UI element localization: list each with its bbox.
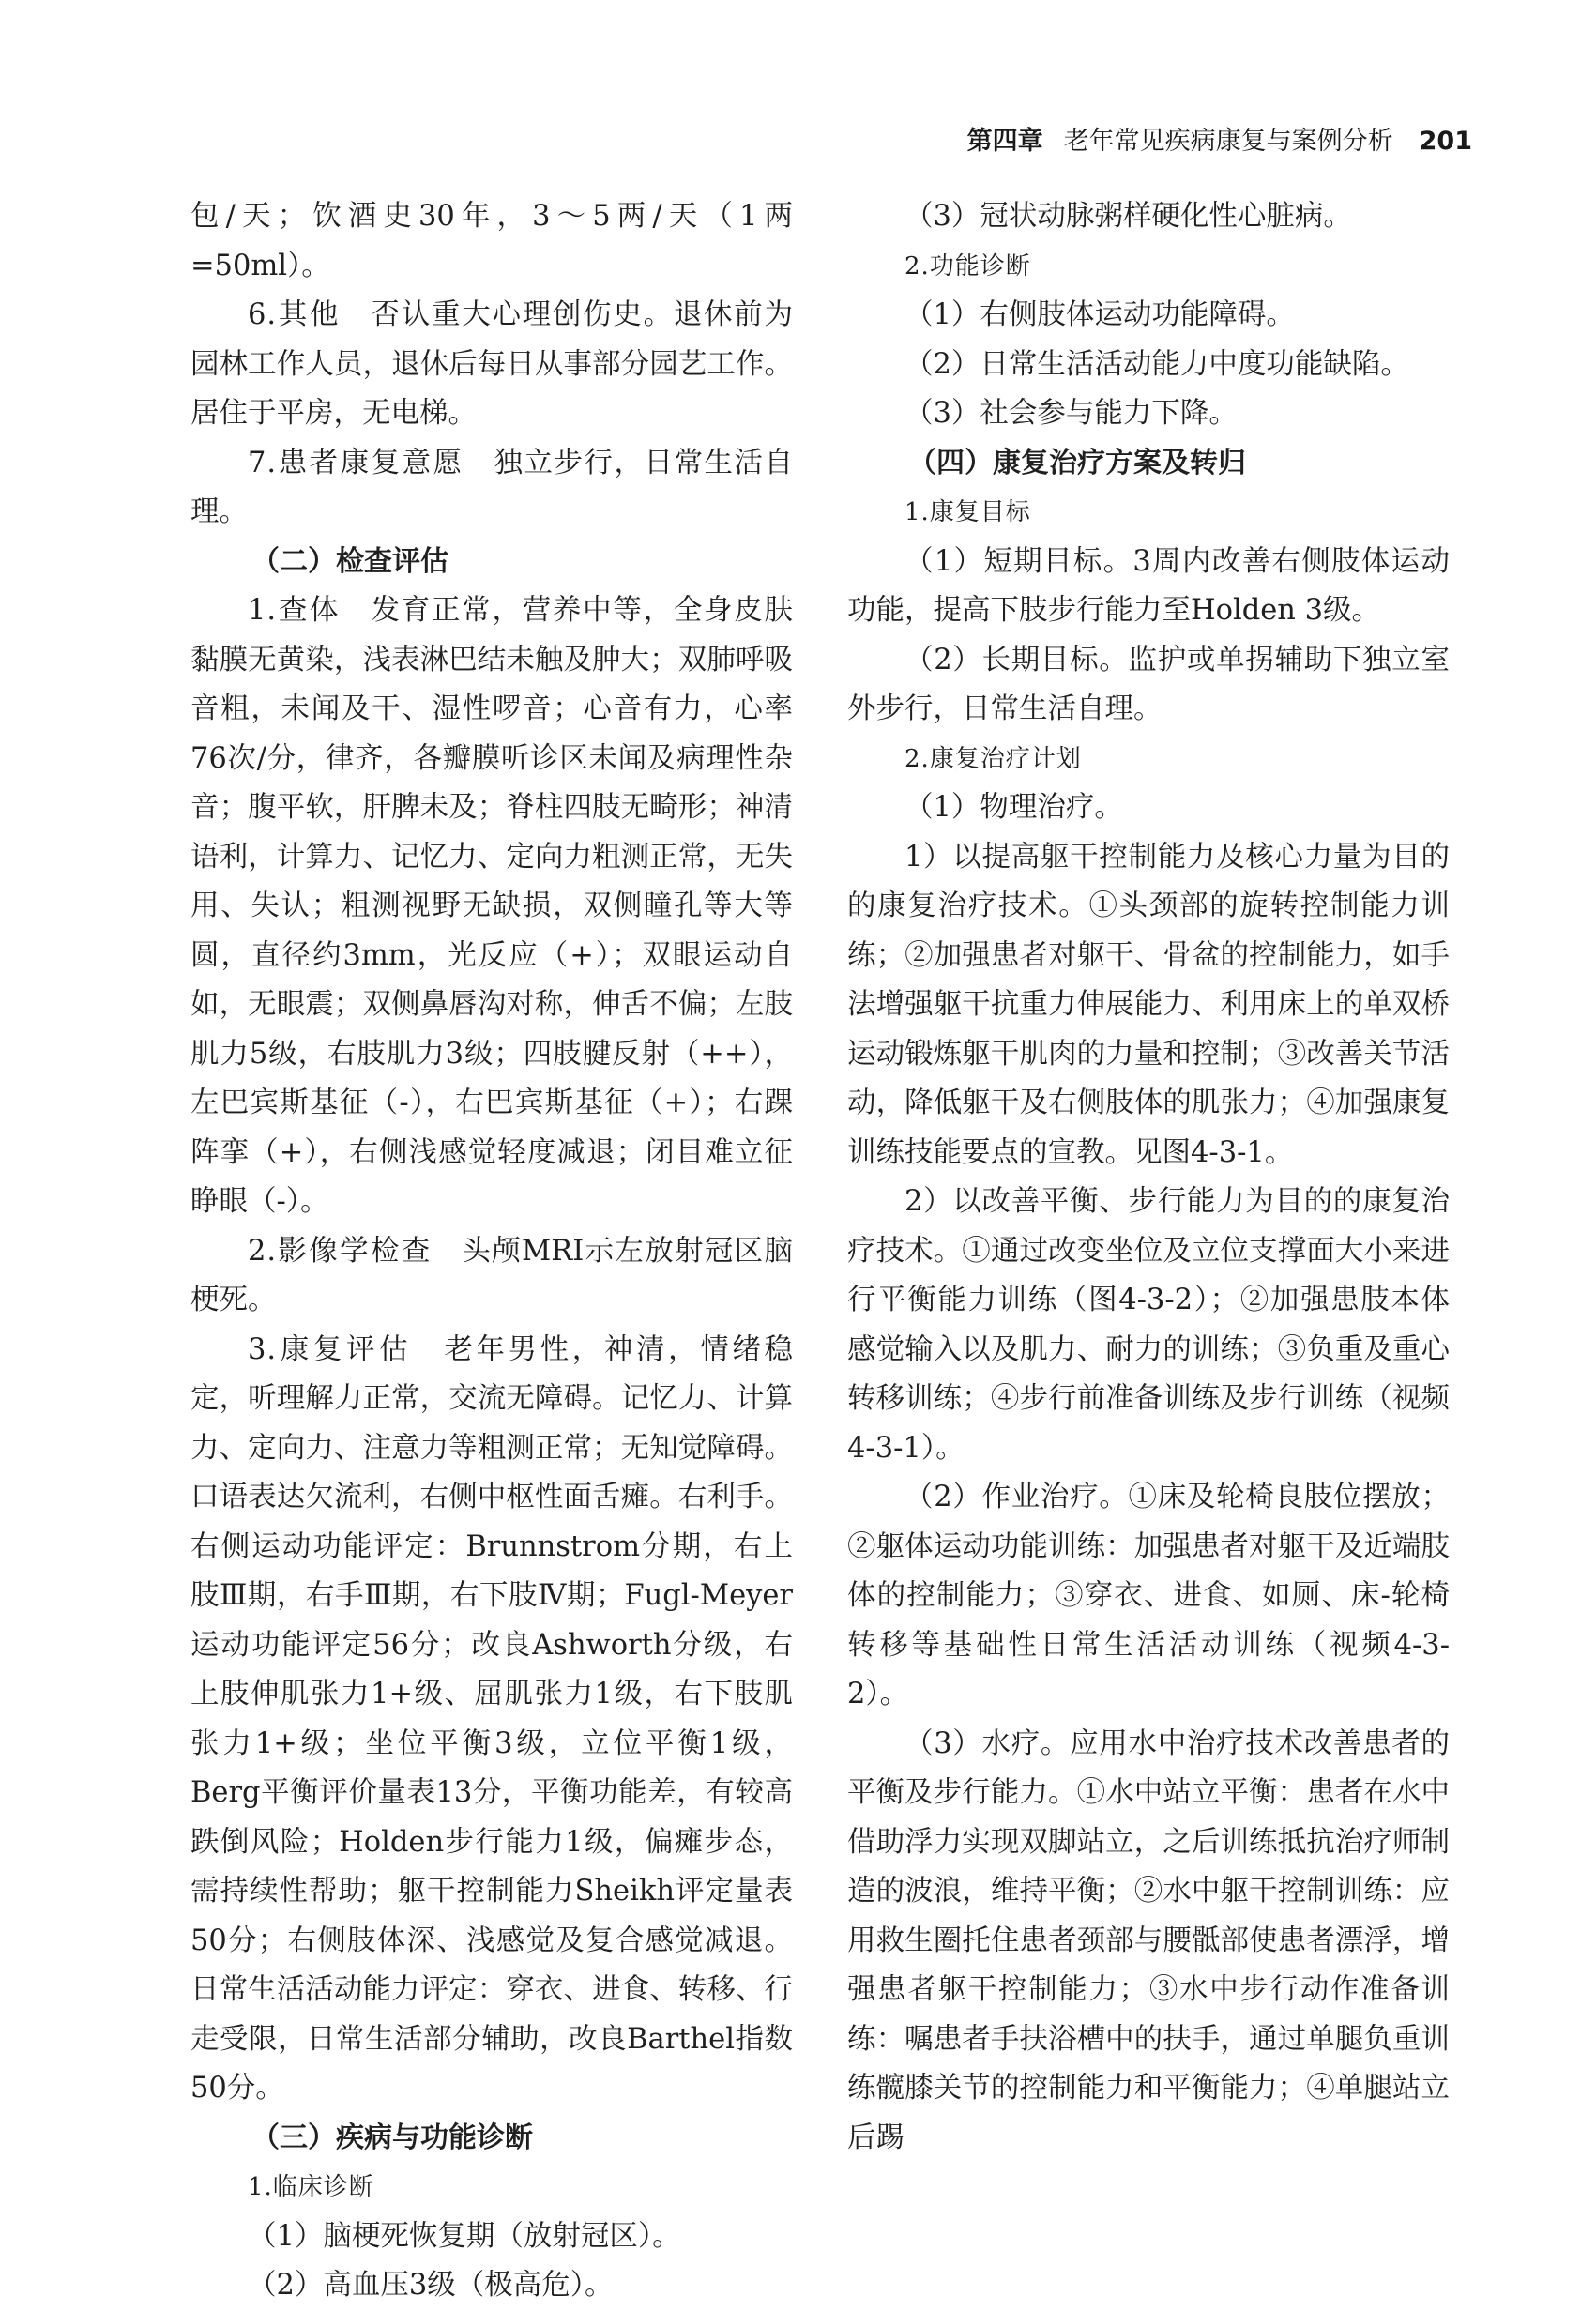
- paragraph-text: 独立步行，日常生活自理。: [190, 446, 793, 528]
- paragraph-text: 否认重大心理创伤史。退休前为园林工作人员，退休后每日从事部分园艺工作。居住于平房，无电梯。: [190, 298, 794, 430]
- paragraph-text: 老年男性，神清，情绪稳定，听理解力正常，交流无障碍。记忆力、计算力、定向力、注意力等粗测正常；无知觉障碍。口语表达欠流利，右侧中枢性面舌瘫。右利手。右侧运动功能评定：Brunnstrom分期，右上肢Ⅲ期，右手Ⅲ期，右下肢Ⅳ期；Fugl-Meyer运动功能评定56分；改良Ashworth分级，右上肢伸肌张力1+级、屈肌张力1级，右下肢肌张力1+级；坐位平衡3级，立位平衡1级，Berg平衡评价量表13分，平衡功能差，有较高跌倒风险；Holden步行能力1级，偏瘫步态，需持续性帮助；躯干控制能力Sheikh评定量表50分；右侧肢体深、浅感觉及复合感觉减退。日常生活活动能力评定：穿衣、进食、转移、行走受限，日常生活部分辅助，改良Barthel指数50分。: [190, 1332, 794, 2105]
- paragraph: [190, 291, 793, 439]
- paragraph: （2）长期目标。监护或单拐辅助下独立室外步行，日常生活自理。: [847, 643, 1450, 725]
- paragraph-text: 发育正常，营养中等，全身皮肤黏膜无黄染，浅表淋巴结未触及肿大；双肺呼吸音粗，未闻及干、湿性啰音；心音有力，心率76次/分，律齐，各瓣膜听诊区未闻及病理性杂音；腹平软，肝脾未及；脊柱四肢无畸形；神清语利，计算力、记忆力、定向力粗测正常，无失用、失认；粗测视野无缺损，双侧瞳孔等大等圆，直径约3mm，光反应（+）；双眼运动自如，无眼震；双侧鼻唇沟对称，伸舌不偏；左肢肌力5级，右肢肌力3级；四肢腱反射（++），左巴宾斯基征（-），右巴宾斯基征（+）；右踝阵挛（+），右侧浅感觉轻度减退；闭目难立征睁眼（-）。: [190, 594, 794, 1218]
- paragraph: （3）社会参与能力下降。: [904, 397, 1238, 430]
- paragraph-text: 头颅MRI示左放射冠区脑梗死。: [190, 1234, 793, 1316]
- paragraph-lead: 1.查体: [248, 594, 342, 627]
- section-heading: （四）康复治疗方案及转归: [908, 446, 1246, 479]
- running-header: [967, 120, 1472, 157]
- paragraph: （3）冠状动脉粥样硬化性心脏病。: [904, 200, 1352, 233]
- paragraph: （2）作业治疗。①床及轮椅良肢位摆放；②躯体运动功能训练：加强患者对躯干及近端肢体的控制能力；③穿衣、进食、如厕、床-轮椅转移等基础性日常生活活动训练（视频4-3-2）。: [847, 1481, 1450, 1710]
- paragraph: [190, 1326, 793, 2114]
- paragraph: 1）以提高躯干控制能力及核心力量为目的的康复治疗技术。①头颈部的旋转控制能力训练；②加强患者对躯干、骨盆的控制能力，如手法增强躯干抗重力伸展能力、利用床上的单双桥运动锻炼躯干肌肉的力量和控制；③改善关节活动，降低躯干及右侧肢体的肌张力；④加强康复训练技能要点的宣教。见图4-3-1。: [847, 840, 1450, 1169]
- paragraph-lead: 3.康复评估: [248, 1332, 413, 1366]
- paragraph: [190, 1227, 793, 1326]
- paragraph: [190, 439, 793, 538]
- chapter-label: 第四章: [966, 127, 1043, 156]
- paragraph-lead: 2.影像学检查: [248, 1234, 433, 1268]
- paragraph: 2）以改善平衡、步行能力为目的的康复治疗技术。①通过改变坐位及立位支撑面大小来进行平衡能力训练（图4-3-2）；②加强患肢本体感觉输入以及肌力、耐力的训练；③负重及重心转移训练；④步行前准备训练及步行训练（视频4-3-1）。: [847, 1185, 1450, 1465]
- paragraph: 包/天；饮酒史30年，3～5两/天（1两=50ml）。: [190, 200, 793, 282]
- subheading: 2.康复治疗计划: [904, 744, 1082, 773]
- paragraph: [190, 586, 793, 1227]
- chapter-title: 老年常见疾病康复与案例分析: [1063, 127, 1393, 156]
- paragraph-lead: 7.患者康复意愿: [248, 446, 464, 479]
- subheading: 2.功能诊断: [904, 251, 1031, 281]
- paragraph: （1）物理治疗。: [904, 791, 1123, 824]
- section-heading: （二）检查评估: [251, 544, 448, 578]
- subheading: 1.临床诊断: [248, 2173, 374, 2201]
- page-number: 201: [1419, 127, 1472, 156]
- paragraph: （1）脑梗死恢复期（放射冠区）。: [248, 2219, 681, 2253]
- paragraph-lead: 6.其他: [248, 298, 342, 331]
- paragraph: （2）高血压3级（极高危）。: [248, 2269, 614, 2302]
- section-heading: （三）疾病与功能诊断: [251, 2121, 533, 2154]
- left-column: [190, 192, 793, 2311]
- paragraph: （1）右侧肢体运动功能障碍。: [904, 298, 1295, 331]
- right-column: [847, 192, 1450, 2163]
- paragraph: （3）水疗。应用水中治疗技术改善患者的平衡及步行能力。①水中站立平衡：患者在水中借助浮力实现双脚站立，之后训练抵抗治疗师制造的波浪，维持平衡；②水中躯干控制训练：应用救生圈托住患者颈部与腰骶部使患者漂浮，增强患者躯干控制能力；③水中步行动作准备训练：嘱患者手扶浴槽中的扶手，通过单腿负重训练髋膝关节的控制能力和平衡能力；④单腿站立后踢: [847, 1726, 1450, 2154]
- paragraph: （1）短期目标。3周内改善右侧肢体运动功能，提高下肢步行能力至Holden 3级。: [847, 544, 1450, 627]
- subheading: 1.康复目标: [904, 498, 1031, 526]
- paragraph: （2）日常生活活动能力中度功能缺陷。: [904, 347, 1409, 381]
